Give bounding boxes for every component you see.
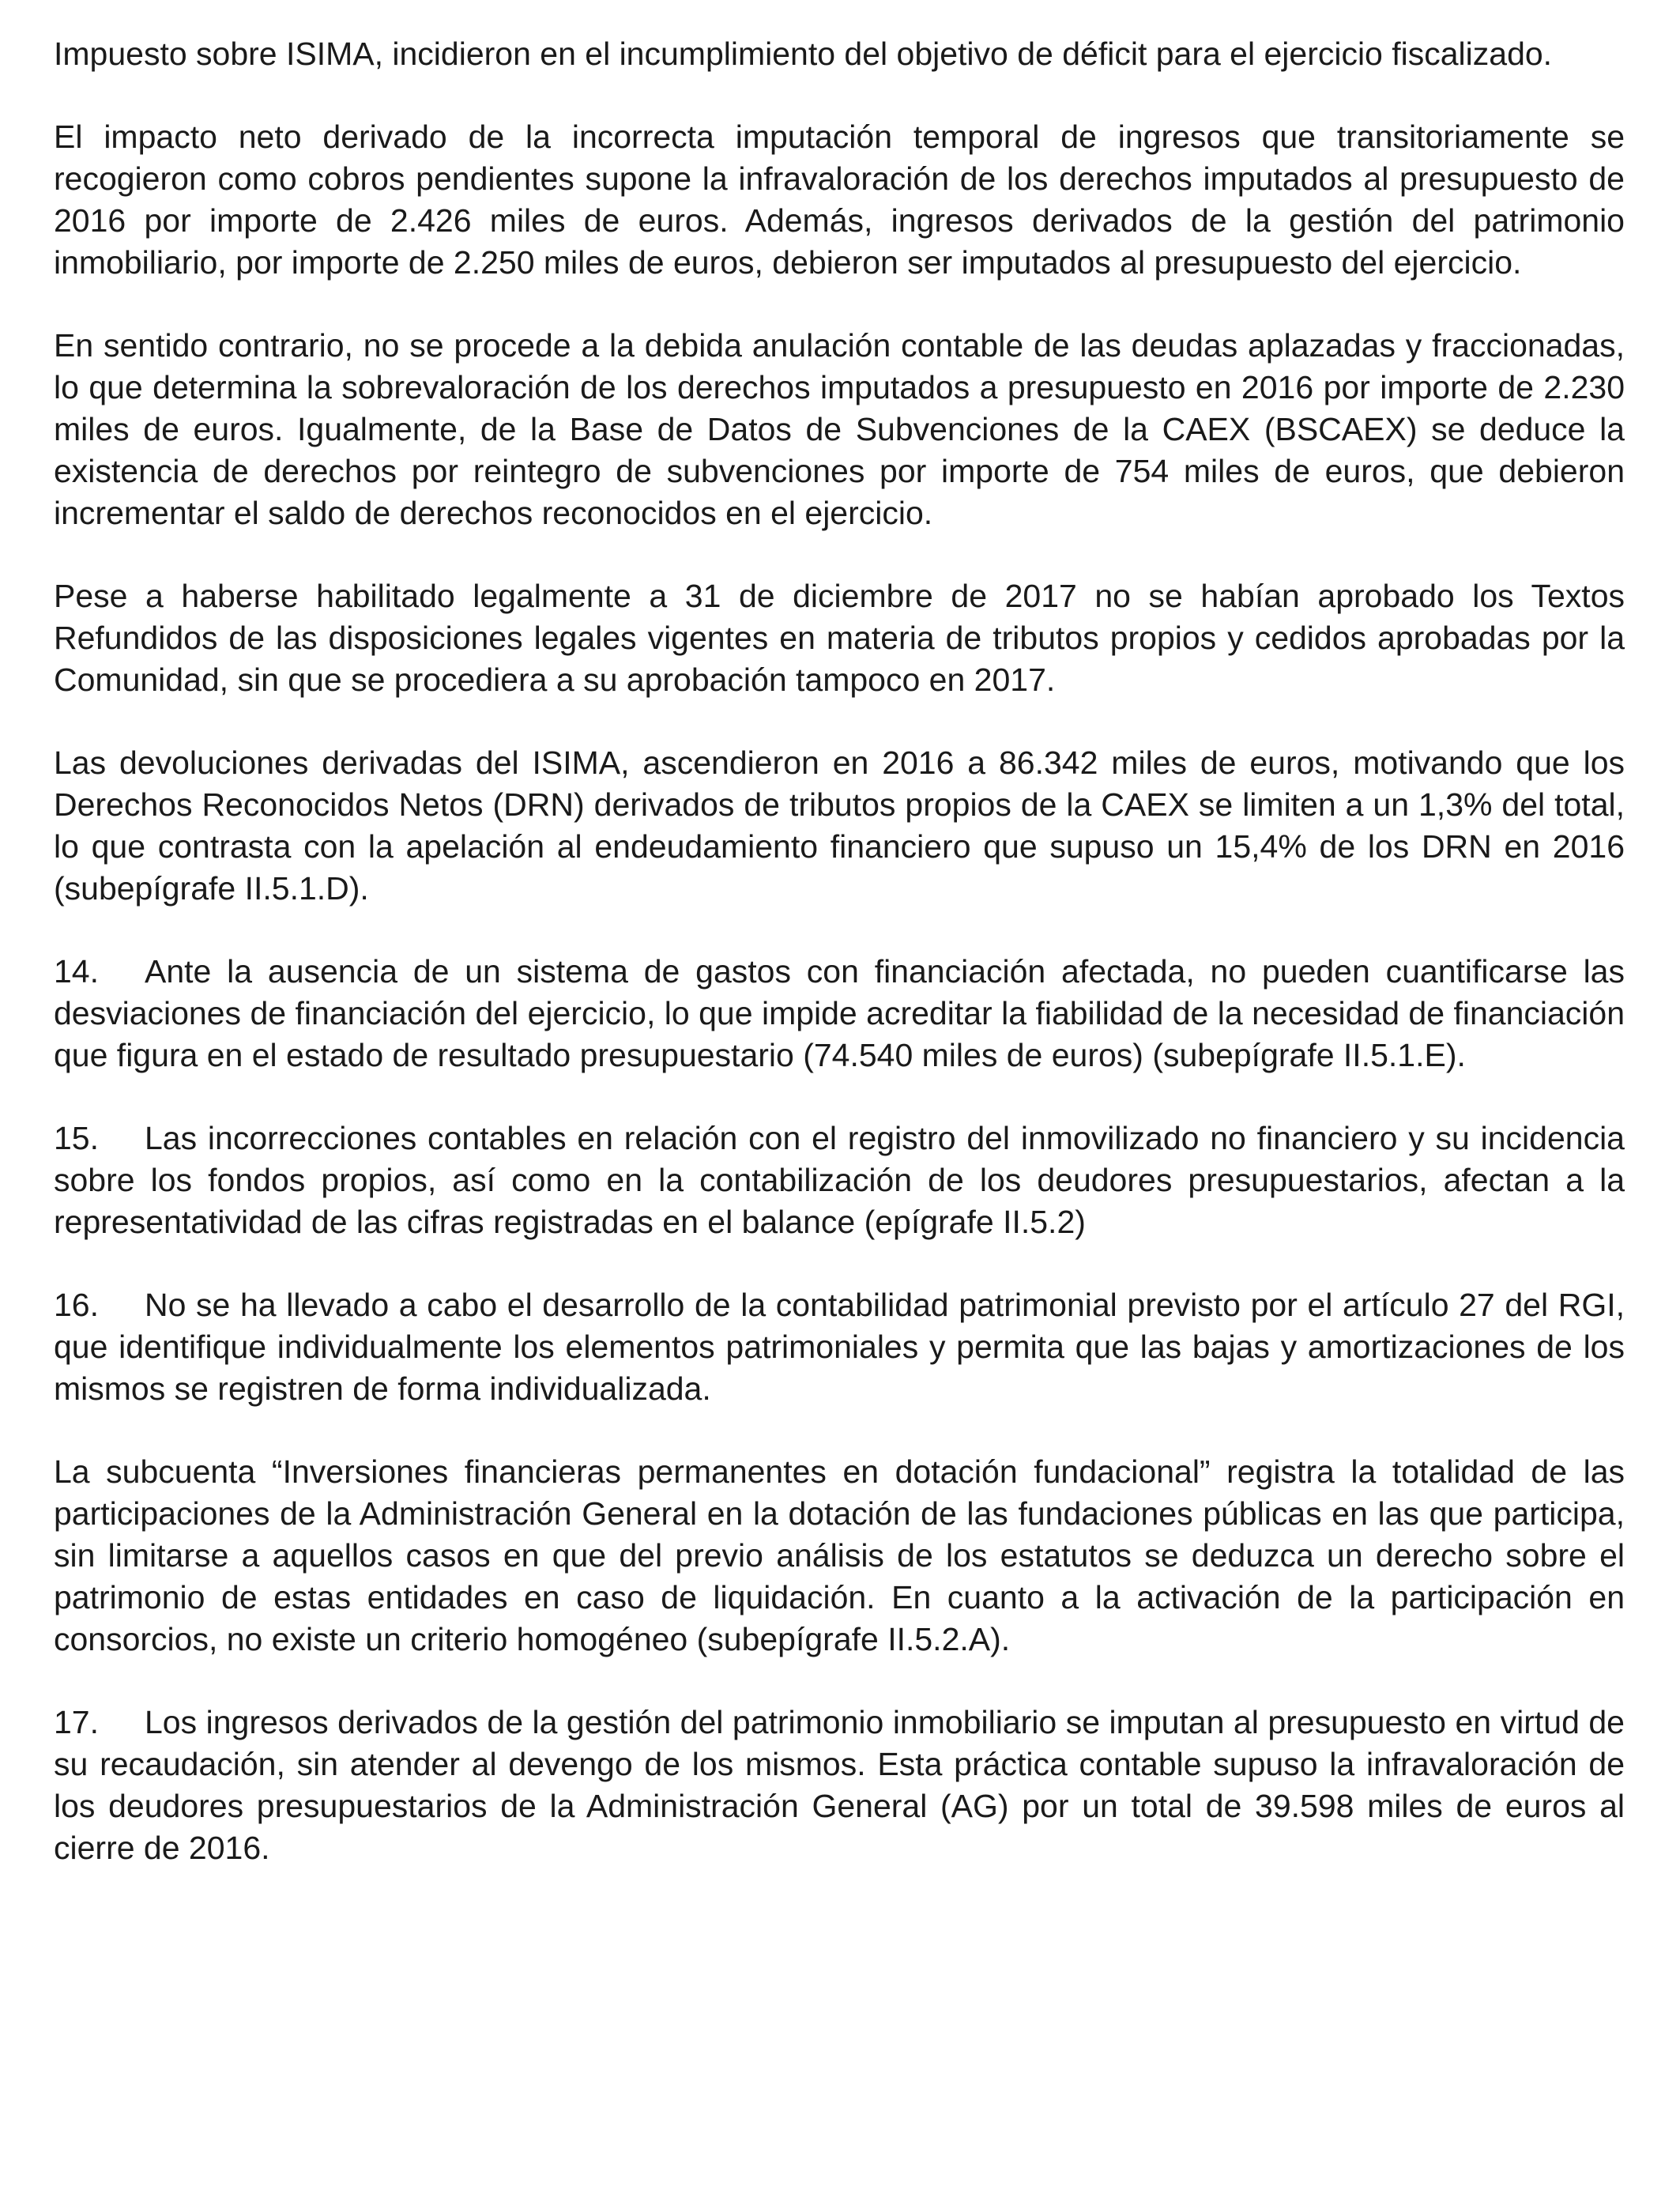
paragraph: Las devoluciones derivadas del ISIMA, ascendieron en 2016 a 86.342 miles de euros, motivando que los Derechos Reconocidos Netos (DRN) derivados de tributos propios de la CAEX se limiten a un 1,3% del total, lo que contrasta con la apelación al endeudamiento financiero que supuso un 15,4% de los DRN en 2016 (subepígrafe II.5.1.D). xyxy=(54,745,1625,907)
paragraph-text: Ante la ausencia de un sistema de gastos con financiación afectada, no pueden cuantificarse las desviaciones de financiación del ejercicio, lo que impide acreditar la fiabilidad de la necesidad de financiación que figura en el estado de resultado presupuestario (74.540 miles de euros) (subepígrafe II.5.1.E). xyxy=(54,953,1625,1073)
document-page xyxy=(54,33,1625,1910)
numbered-paragraph-14 xyxy=(54,951,1625,1076)
paragraph-number: 15. xyxy=(54,1120,99,1156)
paragraph-text: Las incorrecciones contables en relación con el registro del inmovilizado no financiero y su incidencia sobre los fondos propios, así como en la contabilización de los deudores presupuestarios, afectan a la representatividad de las cifras registradas en el balance (epígrafe II.5.2) xyxy=(54,1120,1625,1240)
paragraph-text: No se ha llevado a cabo el desarrollo de la contabilidad patrimonial previsto por el artículo 27 del RGI, que identifique individualmente los elementos patrimoniales y permita que las bajas y amortizaciones de los mismos se registren de forma individualizada. xyxy=(54,1287,1625,1407)
paragraph: La subcuenta “Inversiones financieras permanentes en dotación fundacional” registra la totalidad de las participaciones de la Administración General en la dotación de las fundaciones públicas en las que participa, sin limitarse a aquellos casos en que del previo análisis de los estatutos se deduzca un derecho sobre el patrimonio de estas entidades en caso de liquidación. En cuanto a la activación de la participación en consorcios, no existe un criterio homogéneo (subepígrafe II.5.2.A). xyxy=(54,1453,1625,1657)
paragraph-number: 16. xyxy=(54,1287,99,1323)
numbered-paragraph-15 xyxy=(54,1118,1625,1243)
paragraph: Impuesto sobre ISIMA, incidieron en el incumplimiento del objetivo de déficit para el ejercicio fiscalizado. xyxy=(54,36,1553,72)
paragraph: El impacto neto derivado de la incorrecta imputación temporal de ingresos que transitoriamente se recogieron como cobros pendientes supone la infravaloración de los derechos imputados al presupuesto de 2016 por importe de 2.426 miles de euros. Además, ingresos derivados de la gestión del patrimonio inmobiliario, por importe de 2.250 miles de euros, debieron ser imputados al presupuesto del ejercicio. xyxy=(54,119,1625,281)
paragraph-number: 14. xyxy=(54,953,99,990)
paragraph-text: Los ingresos derivados de la gestión del patrimonio inmobiliario se imputan al presupuesto en virtud de su recaudación, sin atender al devengo de los mismos. Esta práctica contable supuso la infravaloración de los deudores presupuestarios de la Administración General (AG) por un total de 39.598 miles de euros al cierre de 2016. xyxy=(54,1704,1625,1866)
numbered-paragraph-17 xyxy=(54,1702,1625,1869)
paragraph: Pese a haberse habilitado legalmente a 31 de diciembre de 2017 no se habían aprobado los Textos Refundidos de las disposiciones legales vigentes en materia de tributos propios y cedidos aprobadas por la Comunidad, sin que se procediera a su aprobación tampoco en 2017. xyxy=(54,578,1625,698)
paragraph: En sentido contrario, no se procede a la debida anulación contable de las deudas aplazadas y fraccionadas, lo que determina la sobrevaloración de los derechos imputados a presupuesto en 2016 por importe de 2.230 miles de euros. Igualmente, de la Base de Datos de Subvenciones de la CAEX (BSCAEX) se deduce la existencia de derechos por reintegro de subvenciones por importe de 754 miles de euros, que debieron incrementar el saldo de derechos reconocidos en el ejercicio. xyxy=(54,327,1625,531)
paragraph-number: 17. xyxy=(54,1704,99,1740)
numbered-paragraph-16 xyxy=(54,1284,1625,1410)
